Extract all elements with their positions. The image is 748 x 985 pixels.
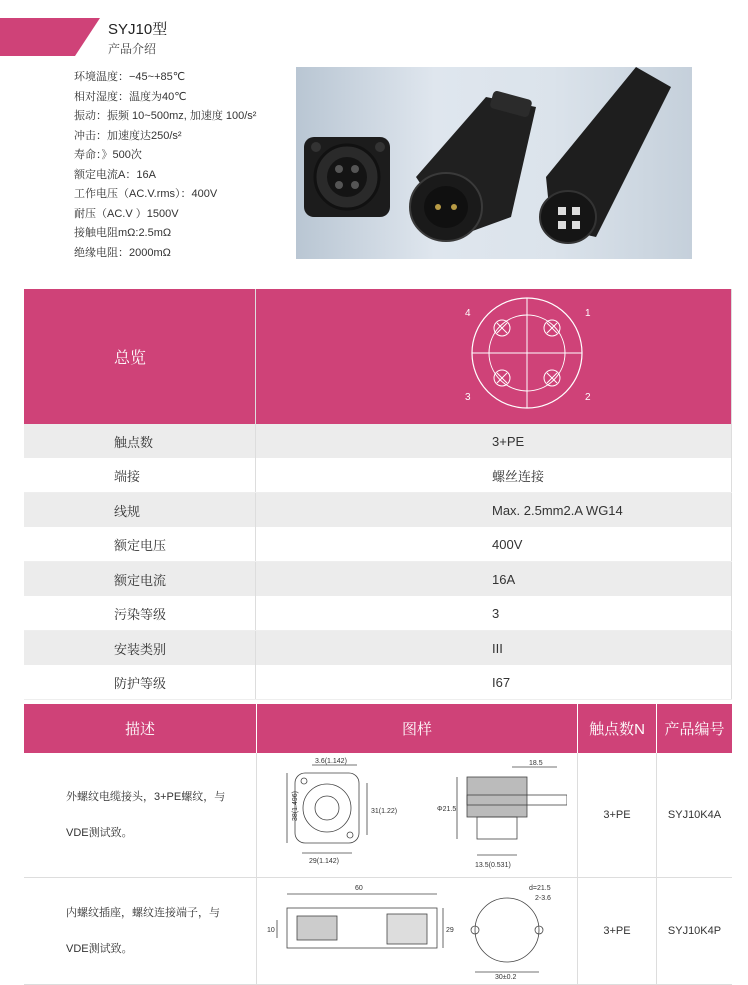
product-description: [24, 878, 257, 985]
drawing-cell: [257, 753, 578, 878]
spec-item: 冲击：加速度达250/s²: [74, 129, 182, 142]
header-banner: [0, 18, 100, 56]
spec-key: 额定电压: [24, 527, 256, 562]
description-line: 外螺纹电缆接头，3+PE螺纹，与: [66, 791, 226, 803]
table-row: [24, 878, 732, 985]
description-line: 内螺纹插座，螺纹连接端子，与: [66, 907, 220, 919]
spec-value: 3: [256, 596, 732, 631]
dimension-label: 2-3.6: [535, 894, 551, 902]
dimension-label: 60: [355, 884, 363, 892]
spec-value: Max. 2.5mm2.A WG14: [256, 493, 732, 528]
dimension-label: Φ21.5: [437, 805, 457, 813]
dimension-label: 29: [446, 926, 454, 934]
product-photo: [296, 67, 692, 259]
description-line: VDE测试致。: [66, 943, 133, 955]
table-row: [24, 424, 732, 458]
table-row: [24, 665, 732, 700]
overview-label: 总览: [24, 289, 256, 424]
product-table: [24, 704, 732, 985]
spec-item: 绝缘电阻：2000mΩ: [74, 246, 171, 259]
page-title: SYJ10型: [108, 21, 168, 38]
spec-list: [74, 68, 256, 263]
spec-item: 耐压（AC.V ）1500V: [74, 207, 179, 220]
spec-key: 触点数: [24, 424, 256, 458]
spec-item: 寿命：》500次: [74, 149, 142, 161]
cable-connector-image: [540, 67, 671, 243]
spec-value: III: [256, 631, 732, 666]
column-header: 触点数N: [578, 704, 657, 753]
pin-label: 1: [585, 308, 591, 319]
socket-connector-image: [304, 137, 390, 217]
dimension-label: 3.6(1.142): [315, 757, 347, 765]
spec-key: 安装类别: [24, 631, 256, 666]
overview-table: [24, 289, 732, 700]
column-header: 图样: [257, 704, 578, 753]
table-row: [24, 527, 732, 562]
table-row: [24, 631, 732, 666]
spec-value: 16A: [256, 562, 732, 597]
contact-count: 3+PE: [578, 753, 657, 878]
product-description: [24, 753, 257, 878]
dimension-label: 13.5(0.531): [475, 861, 511, 869]
table-row: [24, 562, 732, 597]
dimension-label: 30±0.2: [495, 973, 517, 980]
description-line: VDE测试致。: [66, 827, 133, 839]
spec-key: 线规: [24, 493, 256, 528]
spec-key: 额定电流: [24, 562, 256, 597]
dimension-label: 18.5: [529, 759, 543, 767]
pin-label: 4: [465, 308, 471, 319]
column-header: 描述: [24, 704, 257, 753]
product-code: SYJ10K4A: [657, 753, 733, 878]
dimension-label: 38(1.496): [292, 790, 299, 821]
spec-item: 振动：振频 10~500mz, 加速度 100/s²: [74, 110, 257, 122]
plug-connector-image: [410, 90, 536, 241]
spec-item: 额定电流A：16A: [74, 168, 156, 181]
dimension-label: d=21.5: [529, 884, 551, 892]
spec-key: 端接: [24, 458, 256, 493]
technical-drawing: [267, 755, 567, 873]
drawing-cell: [257, 878, 578, 985]
page-subtitle: 产品介绍: [108, 42, 157, 56]
dimension-label: 31(1.22): [371, 807, 398, 815]
spec-value: 3+PE: [256, 424, 732, 458]
spec-value: 400V: [256, 527, 732, 562]
table-row: [24, 596, 732, 631]
table-row: [24, 753, 732, 878]
spec-value: I67: [256, 665, 732, 700]
pin-label: 3: [465, 392, 471, 403]
pin-diagram-cell: [256, 289, 732, 424]
product-code: SYJ10K4P: [657, 878, 733, 985]
spec-key: 污染等级: [24, 596, 256, 631]
pin-label: 2: [585, 392, 591, 403]
dimension-label: 10: [267, 926, 275, 934]
spec-item: 接触电阻mΩ:2.5mΩ: [74, 227, 172, 239]
table-row: [24, 458, 732, 493]
spec-key: 防护等级: [24, 665, 256, 700]
spec-item: 相对湿度：温度为40℃: [74, 90, 187, 103]
dimension-label: 29(1.142): [309, 857, 339, 865]
spec-item: 工作电压（AC.V.rms）：400V: [74, 188, 218, 200]
column-header: 产品编号: [657, 704, 733, 753]
spec-value: 螺丝连接: [256, 458, 732, 493]
contact-count: 3+PE: [578, 878, 657, 985]
spec-item: 环境温度：−45~+85℃: [74, 71, 186, 83]
technical-drawing: [267, 880, 567, 980]
table-row: [24, 493, 732, 528]
pin-layout-diagram: [417, 290, 717, 423]
